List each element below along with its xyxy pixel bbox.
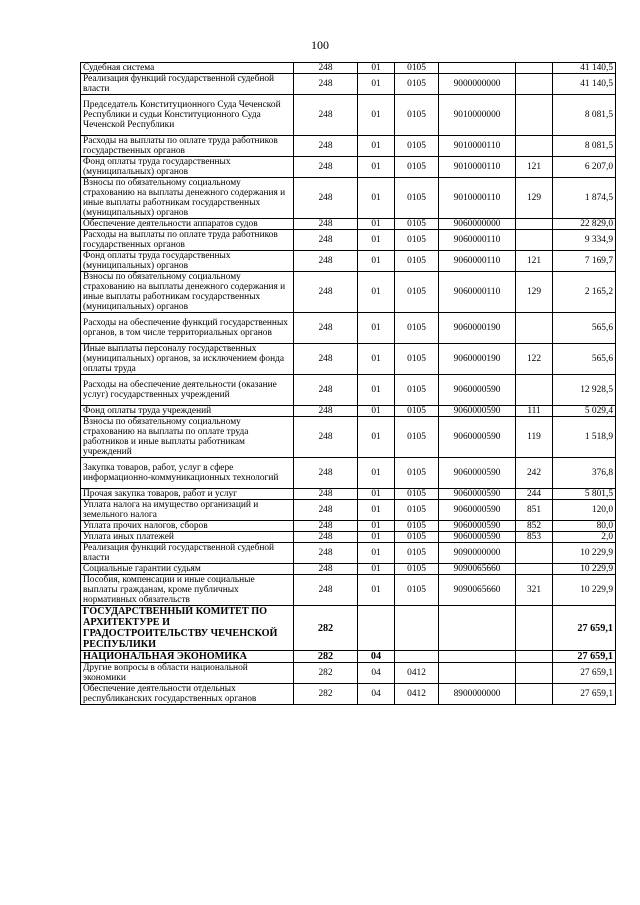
cell-expense-type	[516, 313, 553, 344]
cell-admin-code: 248	[294, 63, 358, 74]
cell-section: 04	[358, 651, 395, 663]
cell-section: 01	[358, 406, 395, 417]
cell-amount: 27 659,1	[553, 606, 616, 651]
cell-target-article: 9060000590	[439, 417, 516, 458]
cell-name: Судебная система	[81, 63, 294, 74]
cell-expense-type	[516, 651, 553, 663]
cell-amount: 27 659,1	[553, 651, 616, 663]
cell-target-article: 9010000110	[439, 136, 516, 157]
table-row	[81, 489, 616, 500]
cell-name: Фонд оплаты труда государственных (муниципальных) органов	[81, 251, 294, 272]
cell-subsection: 0105	[395, 178, 439, 219]
cell-admin-code: 248	[294, 532, 358, 543]
table-row	[81, 344, 616, 375]
cell-name: Фонд оплаты труда учреждений	[81, 406, 294, 417]
cell-subsection: 0105	[395, 489, 439, 500]
cell-target-article: 9060000590	[439, 375, 516, 406]
cell-expense-type	[516, 136, 553, 157]
cell-target-article: 9060000190	[439, 344, 516, 375]
cell-section: 01	[358, 95, 395, 136]
table-row	[81, 458, 616, 489]
cell-name: Взносы по обязательному социальному страхованию на выплаты денежного содержания и иные выплаты работникам государственных (муниципальных) органов	[81, 178, 294, 219]
cell-amount: 9 334,9	[553, 230, 616, 251]
cell-amount: 2,0	[553, 532, 616, 543]
cell-target-article: 9090000000	[439, 543, 516, 564]
cell-section: 01	[358, 417, 395, 458]
cell-subsection: 0105	[395, 313, 439, 344]
table-row	[81, 63, 616, 74]
cell-amount: 1 874,5	[553, 178, 616, 219]
cell-expense-type: 244	[516, 489, 553, 500]
cell-subsection: 0105	[395, 458, 439, 489]
cell-expense-type	[516, 95, 553, 136]
cell-amount: 376,8	[553, 458, 616, 489]
cell-target-article	[439, 63, 516, 74]
cell-section: 01	[358, 543, 395, 564]
cell-expense-type	[516, 230, 553, 251]
cell-section: 01	[358, 575, 395, 606]
cell-target-article: 9060000110	[439, 251, 516, 272]
cell-admin-code: 248	[294, 251, 358, 272]
cell-name: Реализация функций государственной судебной власти	[81, 74, 294, 95]
cell-subsection: 0105	[395, 219, 439, 230]
table-row	[81, 375, 616, 406]
cell-name: Пособия, компенсации и иные социальные выплаты гражданам, кроме публичных нормативных обязательств	[81, 575, 294, 606]
cell-section: 01	[358, 178, 395, 219]
cell-amount: 10 229,9	[553, 575, 616, 606]
cell-admin-code: 248	[294, 521, 358, 532]
cell-target-article: 9060000590	[439, 521, 516, 532]
cell-admin-code: 248	[294, 489, 358, 500]
table-row	[81, 651, 616, 663]
cell-amount: 565,6	[553, 313, 616, 344]
cell-amount: 27 659,1	[553, 684, 616, 705]
table-row	[81, 500, 616, 521]
cell-amount: 12 928,5	[553, 375, 616, 406]
cell-subsection: 0105	[395, 543, 439, 564]
budget-table-body	[81, 63, 616, 705]
cell-name: Уплата иных платежей	[81, 532, 294, 543]
cell-target-article: 9060000000	[439, 219, 516, 230]
cell-expense-type: 242	[516, 458, 553, 489]
cell-section: 01	[358, 458, 395, 489]
cell-admin-code: 248	[294, 230, 358, 251]
cell-name: Расходы на обеспечение функций государственных органов, в том числе территориальных органов	[81, 313, 294, 344]
cell-expense-type	[516, 63, 553, 74]
table-row	[81, 136, 616, 157]
cell-name: Закупка товаров, работ, услуг в сфере информационно-коммуникационных технологий	[81, 458, 294, 489]
cell-admin-code: 282	[294, 606, 358, 651]
cell-name: Уплата налога на имущество организаций и земельного налога	[81, 500, 294, 521]
cell-expense-type	[516, 219, 553, 230]
cell-amount: 5 029,4	[553, 406, 616, 417]
cell-subsection: 0105	[395, 532, 439, 543]
cell-subsection: 0105	[395, 500, 439, 521]
cell-expense-type: 122	[516, 344, 553, 375]
table-row	[81, 272, 616, 313]
cell-subsection: 0105	[395, 272, 439, 313]
table-row	[81, 521, 616, 532]
cell-expense-type	[516, 564, 553, 575]
cell-target-article	[439, 663, 516, 684]
cell-target-article: 9010000000	[439, 95, 516, 136]
cell-subsection: 0105	[395, 251, 439, 272]
cell-section: 01	[358, 272, 395, 313]
cell-admin-code: 248	[294, 157, 358, 178]
cell-subsection	[395, 651, 439, 663]
page-number: 100	[311, 38, 329, 52]
cell-name: Фонд оплаты труда государственных (муниципальных) органов	[81, 157, 294, 178]
cell-amount: 565,6	[553, 344, 616, 375]
cell-target-article: 9010000110	[439, 157, 516, 178]
cell-amount: 10 229,9	[553, 543, 616, 564]
cell-expense-type: 852	[516, 521, 553, 532]
table-row	[81, 74, 616, 95]
cell-target-article	[439, 651, 516, 663]
cell-admin-code: 248	[294, 575, 358, 606]
cell-amount: 8 081,5	[553, 136, 616, 157]
cell-section	[358, 606, 395, 651]
cell-subsection: 0105	[395, 417, 439, 458]
cell-target-article: 9000000000	[439, 74, 516, 95]
cell-section: 01	[358, 63, 395, 74]
cell-subsection: 0412	[395, 684, 439, 705]
cell-admin-code: 282	[294, 684, 358, 705]
cell-expense-type: 119	[516, 417, 553, 458]
table-row	[81, 417, 616, 458]
cell-amount: 6 207,0	[553, 157, 616, 178]
cell-name: Расходы на обеспечение деятельности (оказание услуг) государственных учреждений	[81, 375, 294, 406]
table-row	[81, 313, 616, 344]
cell-expense-type: 129	[516, 272, 553, 313]
cell-admin-code: 248	[294, 178, 358, 219]
cell-subsection: 0105	[395, 157, 439, 178]
cell-target-article: 9060000190	[439, 313, 516, 344]
cell-target-article: 8900000000	[439, 684, 516, 705]
cell-section: 01	[358, 136, 395, 157]
cell-expense-type: 321	[516, 575, 553, 606]
cell-expense-type	[516, 606, 553, 651]
cell-expense-type	[516, 543, 553, 564]
cell-expense-type	[516, 663, 553, 684]
table-row	[81, 575, 616, 606]
cell-section: 01	[358, 219, 395, 230]
table-row	[81, 564, 616, 575]
cell-subsection: 0105	[395, 63, 439, 74]
cell-expense-type: 121	[516, 251, 553, 272]
cell-amount: 10 229,9	[553, 564, 616, 575]
cell-subsection	[395, 606, 439, 651]
cell-name: Иные выплаты персоналу государственных (муниципальных) органов, за исключением фонда оплаты труда	[81, 344, 294, 375]
cell-expense-type	[516, 74, 553, 95]
cell-amount: 41 140,5	[553, 74, 616, 95]
cell-subsection: 0105	[395, 95, 439, 136]
cell-amount: 120,0	[553, 500, 616, 521]
cell-name: Социальные гарантии судьям	[81, 564, 294, 575]
cell-section: 01	[358, 313, 395, 344]
cell-subsection: 0105	[395, 230, 439, 251]
cell-amount: 22 829,0	[553, 219, 616, 230]
cell-section: 01	[358, 251, 395, 272]
table-row	[81, 230, 616, 251]
table-row	[81, 219, 616, 230]
cell-admin-code: 248	[294, 406, 358, 417]
cell-target-article: 9060000590	[439, 406, 516, 417]
cell-name: Прочая закупка товаров, работ и услуг	[81, 489, 294, 500]
cell-subsection: 0105	[395, 575, 439, 606]
cell-name: Обеспечение деятельности отдельных республиканских государственных органов	[81, 684, 294, 705]
table-row	[81, 532, 616, 543]
cell-section: 01	[358, 344, 395, 375]
cell-section: 01	[358, 157, 395, 178]
cell-subsection: 0412	[395, 663, 439, 684]
cell-section: 01	[358, 230, 395, 251]
table-row	[81, 543, 616, 564]
cell-admin-code: 248	[294, 95, 358, 136]
cell-name: Расходы на выплаты по оплате труда работников государственных органов	[81, 136, 294, 157]
budget-table	[80, 62, 616, 705]
cell-section: 04	[358, 663, 395, 684]
table-row	[81, 606, 616, 651]
cell-section: 01	[358, 500, 395, 521]
cell-target-article: 9010000110	[439, 178, 516, 219]
cell-amount: 2 165,2	[553, 272, 616, 313]
cell-name: Обеспечение деятельности аппаратов судов	[81, 219, 294, 230]
cell-admin-code: 248	[294, 272, 358, 313]
cell-admin-code: 248	[294, 543, 358, 564]
table-row	[81, 178, 616, 219]
cell-expense-type: 121	[516, 157, 553, 178]
cell-admin-code: 248	[294, 564, 358, 575]
cell-admin-code: 248	[294, 313, 358, 344]
cell-target-article: 9060000590	[439, 458, 516, 489]
cell-name: ГОСУДАРСТВЕННЫЙ КОМИТЕТ ПО АРХИТЕКТУРЕ И ГРАДОСТРОИТЕЛЬСТВУ ЧЕЧЕНСКОЙ РЕСПУБЛИКИ	[81, 606, 294, 651]
cell-amount: 8 081,5	[553, 95, 616, 136]
table-row	[81, 251, 616, 272]
cell-section: 01	[358, 489, 395, 500]
cell-name: Расходы на выплаты по оплате труда работников государственных органов	[81, 230, 294, 251]
cell-amount: 80,0	[553, 521, 616, 532]
cell-expense-type: 111	[516, 406, 553, 417]
cell-admin-code: 248	[294, 344, 358, 375]
cell-section: 01	[358, 532, 395, 543]
cell-name: Взносы по обязательному социальному страхованию на выплаты денежного содержания и иные выплаты работникам государственных (муниципальных) органов	[81, 272, 294, 313]
cell-name: Взносы по обязательному социальному страхованию на выплаты по оплате труда работников и иные выплаты работникам учреждений	[81, 417, 294, 458]
cell-target-article: 9090065660	[439, 564, 516, 575]
cell-admin-code: 282	[294, 663, 358, 684]
cell-subsection: 0105	[395, 406, 439, 417]
cell-admin-code: 248	[294, 136, 358, 157]
cell-name: НАЦИОНАЛЬНАЯ ЭКОНОМИКА	[81, 651, 294, 663]
cell-target-article: 9060000110	[439, 272, 516, 313]
table-row	[81, 406, 616, 417]
cell-expense-type: 851	[516, 500, 553, 521]
cell-admin-code: 248	[294, 500, 358, 521]
cell-subsection: 0105	[395, 521, 439, 532]
cell-section: 04	[358, 684, 395, 705]
cell-expense-type: 853	[516, 532, 553, 543]
cell-expense-type	[516, 375, 553, 406]
cell-amount: 7 169,7	[553, 251, 616, 272]
cell-subsection: 0105	[395, 136, 439, 157]
cell-expense-type: 129	[516, 178, 553, 219]
cell-subsection: 0105	[395, 74, 439, 95]
cell-name: Председатель Конституционного Суда Чеченской Республики и судьи Конституционного Суда Чеченской Республики	[81, 95, 294, 136]
cell-subsection: 0105	[395, 564, 439, 575]
cell-admin-code: 248	[294, 74, 358, 95]
cell-amount: 1 518,9	[553, 417, 616, 458]
cell-expense-type	[516, 684, 553, 705]
cell-target-article	[439, 606, 516, 651]
cell-section: 01	[358, 521, 395, 532]
cell-admin-code: 248	[294, 375, 358, 406]
cell-name: Реализация функций государственной судебной власти	[81, 543, 294, 564]
cell-section: 01	[358, 564, 395, 575]
cell-target-article: 9060000110	[439, 230, 516, 251]
cell-amount: 41 140,5	[553, 63, 616, 74]
cell-amount: 5 801,5	[553, 489, 616, 500]
cell-admin-code: 248	[294, 458, 358, 489]
cell-subsection: 0105	[395, 344, 439, 375]
table-row	[81, 95, 616, 136]
cell-admin-code: 248	[294, 417, 358, 458]
table-row	[81, 684, 616, 705]
table-row	[81, 157, 616, 178]
table-row	[81, 663, 616, 684]
cell-target-article: 9060000590	[439, 489, 516, 500]
cell-section: 01	[358, 375, 395, 406]
cell-admin-code: 282	[294, 651, 358, 663]
cell-admin-code: 248	[294, 219, 358, 230]
cell-name: Уплата прочих налогов, сборов	[81, 521, 294, 532]
cell-name: Другие вопросы в области национальной экономики	[81, 663, 294, 684]
cell-subsection: 0105	[395, 375, 439, 406]
cell-target-article: 9060000590	[439, 532, 516, 543]
cell-target-article: 9060000590	[439, 500, 516, 521]
cell-section: 01	[358, 74, 395, 95]
cell-amount: 27 659,1	[553, 663, 616, 684]
cell-target-article: 9090065660	[439, 575, 516, 606]
